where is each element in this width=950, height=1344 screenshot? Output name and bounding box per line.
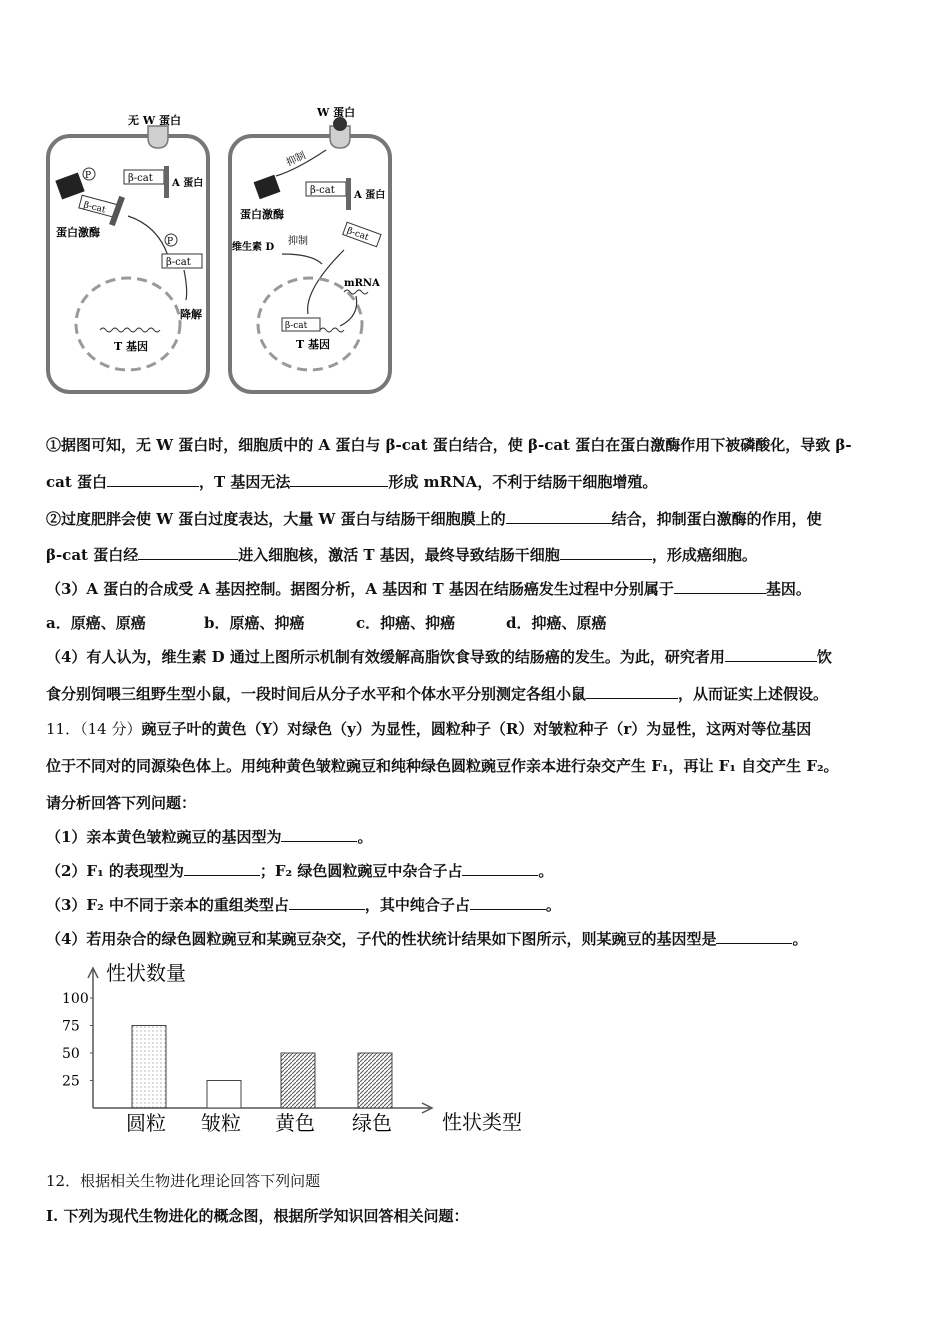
x-category-label: 皱粒 [201, 1111, 241, 1135]
q11-s1: （1）亲本黄色皱粒豌豆的基因型为 。 [46, 828, 373, 846]
cell-diagram [44, 104, 394, 396]
answer-blank[interactable] [184, 861, 260, 876]
trait-bar-chart [40, 958, 560, 1144]
answer-blank[interactable] [560, 545, 652, 560]
x-axis-label: 性状类型 [442, 1110, 522, 1134]
answer-blank[interactable] [716, 929, 792, 944]
option-c[interactable]: c．抑癌、抑癌 [356, 614, 456, 632]
svg-text:β-cat: β-cat [285, 321, 308, 331]
y-axis-label: 性状数量 [106, 961, 186, 985]
option-d[interactable]: d．抑癌、原癌 [506, 614, 607, 632]
a-protein-label: A 蛋白 [172, 178, 204, 189]
answer-blank[interactable] [290, 472, 388, 487]
y-tick-label: 100 [62, 991, 89, 1007]
svg-text:A 蛋白: A 蛋白 [354, 190, 386, 201]
answer-blank[interactable] [725, 647, 817, 662]
y-tick-label: 75 [62, 1018, 80, 1035]
svg-text:β-cat: β-cat [310, 185, 335, 196]
q11-line2: 位于不同对的同源染色体上。用纯种黄色皱粒豌豆和纯种绿色圆粒豌豆作亲本进行杂交产生 F₁，再让 F₁ 自交产生 F₂。 [46, 757, 839, 775]
q12-head: 12．根据相关生物进化理论回答下列问题 [46, 1172, 321, 1190]
degrade-label: 降解 [180, 308, 202, 321]
bar-2 [207, 1081, 241, 1109]
q10-p2a: ②过度肥胖会使 W 蛋白过度表达，大量 W 蛋白与结肠干细胞膜上的 结合，抑制蛋白激酶的作用，使 [46, 510, 822, 528]
svg-text:蛋白激酶: 蛋白激酶 [240, 208, 284, 221]
q11-line3: 请分析回答下列问题： [46, 794, 197, 812]
answer-blank[interactable] [586, 684, 678, 699]
svg-text:T 基因: T 基因 [296, 338, 331, 351]
answer-blank[interactable] [674, 579, 766, 594]
q10-p4a: （4）有人认为，维生素 D 通过上图所示机制有效缓解高脂饮食导致的结肠癌的发生。为此，研究者用 饮 [46, 648, 832, 666]
receptor-label: 无 W 蛋白 [128, 114, 182, 127]
q10-p1b: cat 蛋白 ，T 基因无法 形成 mRNA，不利于结肠干细胞增殖。 [46, 473, 658, 491]
svg-text:mRNA: mRNA [344, 278, 380, 289]
answer-blank[interactable] [462, 861, 538, 876]
q11-s4: （4）若用杂合的绿色圆粒豌豆和某豌豆杂交，子代的性状统计结果如下图所示，则某豌豆的基因型是 。 [46, 930, 808, 948]
svg-text:抑制: 抑制 [288, 236, 308, 247]
x-category-label: 绿色 [352, 1111, 392, 1135]
svg-text:P: P [167, 237, 174, 247]
t-gene-label: T 基因 [114, 340, 149, 353]
bar-3 [281, 1053, 315, 1108]
x-category-label: 黄色 [275, 1111, 315, 1135]
q10-options [46, 612, 607, 634]
answer-blank[interactable] [470, 895, 546, 910]
q11-s3: （3）F₂ 中不同于亲本的重组类型占 ，其中纯合子占 。 [46, 896, 561, 914]
q10-p3: （3）A 蛋白的合成受 A 基因控制。据图分析，A 基因和 T 基因在结肠癌发生过程中分别属于 基因。 [46, 580, 811, 598]
q10-p1a: ①据图可知，无 W 蛋白时，细胞质中的 A 蛋白与 β-cat 蛋白结合，使 β-cat 蛋白在蛋白激酶作用下被磷酸化，导致 β- [46, 436, 852, 454]
right-cell [230, 105, 390, 392]
w-protein-label: W 蛋白 [317, 106, 356, 119]
answer-blank[interactable] [138, 545, 238, 560]
bar-1 [132, 1026, 166, 1109]
svg-text:β-cat: β-cat [345, 226, 370, 244]
answer-blank[interactable] [289, 895, 365, 910]
answer-blank[interactable] [281, 827, 357, 842]
svg-text:β-cat: β-cat [166, 257, 191, 268]
vitamin-label: 维生素 D [232, 242, 275, 253]
q11-s2: （2）F₁ 的表现型为 ；F₂ 绿色圆粒豌豆中杂合子占 。 [46, 862, 554, 880]
y-tick-label: 50 [62, 1046, 80, 1062]
left-cell [48, 113, 208, 392]
svg-text:β-cat: β-cat [82, 200, 107, 216]
bar-4 [358, 1053, 392, 1108]
q12-sub: I. 下列为现代生物进化的概念图，根据所学知识回答相关问题： [46, 1207, 469, 1225]
x-category-label: 圆粒 [126, 1111, 166, 1135]
option-a[interactable]: a．原癌、原癌 [46, 614, 146, 632]
kinase-label: 蛋白激酶 [56, 226, 100, 239]
svg-text:抑制: 抑制 [284, 150, 308, 169]
q10-p2b: β-cat 蛋白经 进入细胞核，激活 T 基因，最终导致结肠干细胞 ，形成癌细胞。 [46, 546, 757, 564]
y-tick-label: 25 [62, 1073, 80, 1090]
bcat-label: β-cat [128, 173, 153, 184]
answer-blank[interactable] [506, 509, 612, 524]
svg-text:P: P [85, 171, 92, 181]
option-b[interactable]: b．原癌、抑癌 [204, 614, 305, 632]
q10-p4b: 食分别饲喂三组野生型小鼠，一段时间后从分子水平和个体水平分别测定各组小鼠 ，从而证实上述假设。 [46, 685, 829, 703]
answer-blank[interactable] [107, 472, 199, 487]
q11-head: 11．（14 分）豌豆子叶的黄色（Y）对绿色（y）为显性，圆粒种子（R）对皱粒种子（r）为显性，这两对等位基因 [46, 720, 812, 738]
